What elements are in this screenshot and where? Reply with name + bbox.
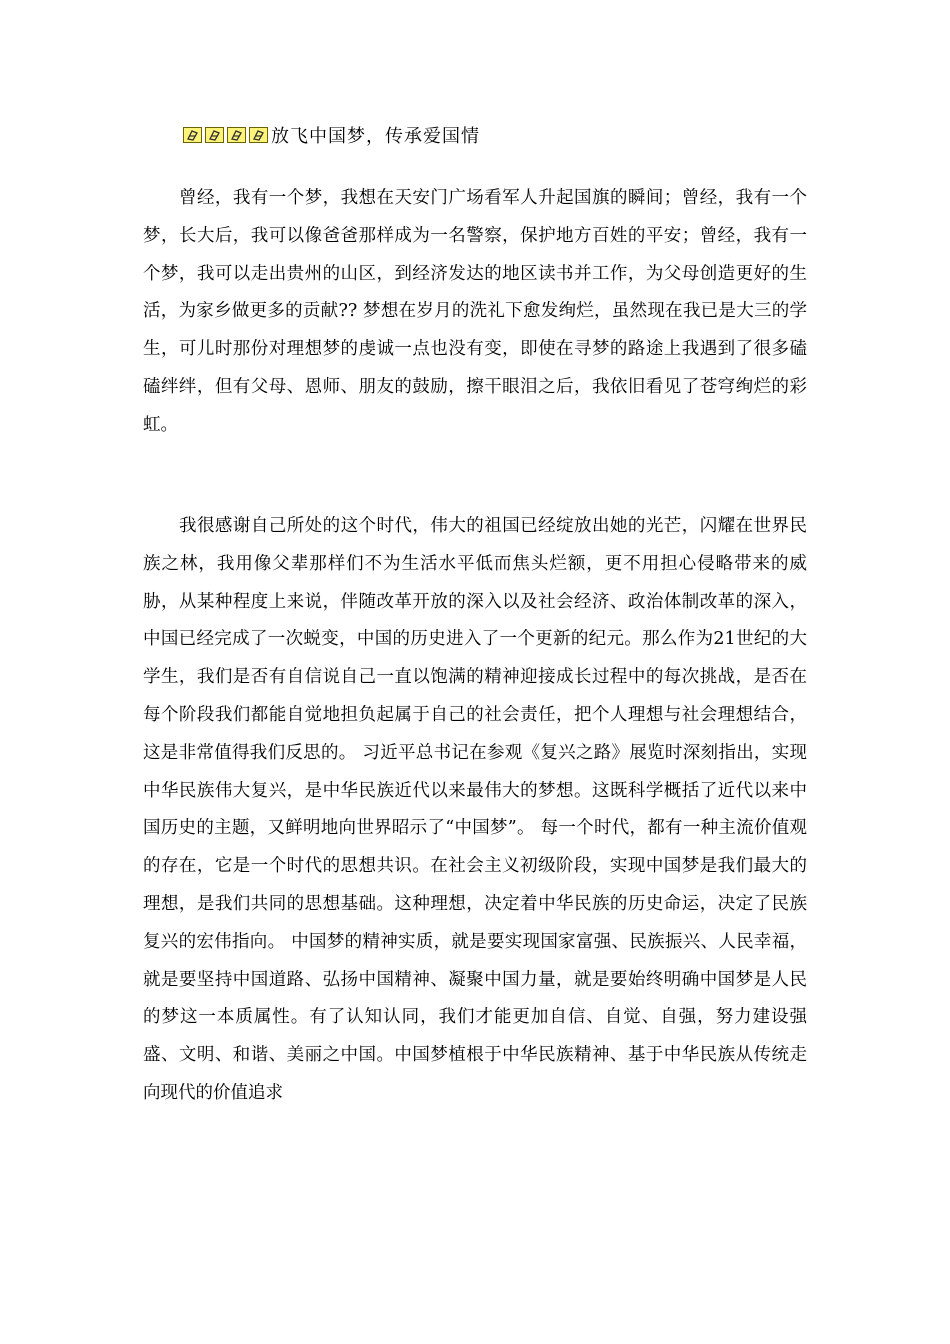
body-paragraph: 曾经，我有一个梦，我想在天安门广场看军人升起国旗的瞬间；曾经，我有一个梦，长大后，我可以像爸爸那样成为一名警察，保护地方百姓的平安；曾经，我有一个梦，我可以走出贵州的山区，到经济发达的地区读书并工作，为父母创造更好的生活，为家乡做更多的贡献?? 梦想在岁月的洗礼下愈发绚烂，虽然现在我已是大三的学生，可儿时那份对理想梦的虔诚一点也没有变，即使在寻梦的路途上我遇到了很多磕磕绊绊，但有父母、恩师、朋友的鼓励，擦干眼泪之后，我依旧看见了苍穹绚烂的彩虹。 xyxy=(143,188,807,435)
garbled-glyph-icon xyxy=(227,127,246,143)
garbled-glyph-icon xyxy=(249,127,268,143)
body-paragraph: 我很感谢自己所处的这个时代，伟大的祖国已经绽放出她的光芒，闪耀在世界民族之林，我用像父辈那样们不为生活水平低而焦头烂额，更不用担心侵略带来的威胁，从某种程度上来说，伴随改革开放的深入以及社会经济、政治体制改革的深入，中国已经完成了一次蜕变，中国的历史进入了一个更新的纪元。那么作为21世纪的大学生，我们是否有自信说自己一直以饱满的精神迎接成长过程中的每次挑战，是否在每个阶段我们都能自觉地担负起属于自己的社会责任，把个人理想与社会理想结合，这是非常值得我们反思的。 习近平总书记在参观《复兴之路》展览时深刻指出，实现中华民族伟大复兴，是中华民族近代以来最伟大的梦想。这既科学概括了近代以来中国历史的主题，又鲜明地向世界昭示了“中国梦”。 每一个时代，都有一种主流价值观的存在，它是一个时代的思想共识。在社会主义初级阶段，实现中国梦是我们最大的理想，是我们共同的思想基础。这种理想，决定着中华民族的历史命运，决定了民族复兴的宏伟指向。 中国梦的精神实质，就是要实现国家富强、民族振兴、人民幸福，就是要坚持中国道路、弘扬中国精神、凝聚中国力量，就是要始终明确中国梦是人民的梦这一本质属性。有了认知认同，我们才能更加自信、自觉、自强，努力建设强盛、文明、和谐、美丽之中国。中国梦植根于中华民族精神、基于中华民族从传统走向现代的价值追求 xyxy=(143,516,807,1103)
garbled-glyph-icon xyxy=(183,127,202,143)
document-title: 放飞中国梦，传承爱国情 xyxy=(271,126,480,147)
document-title-row xyxy=(183,120,480,150)
garbled-glyph-icon xyxy=(205,127,224,143)
